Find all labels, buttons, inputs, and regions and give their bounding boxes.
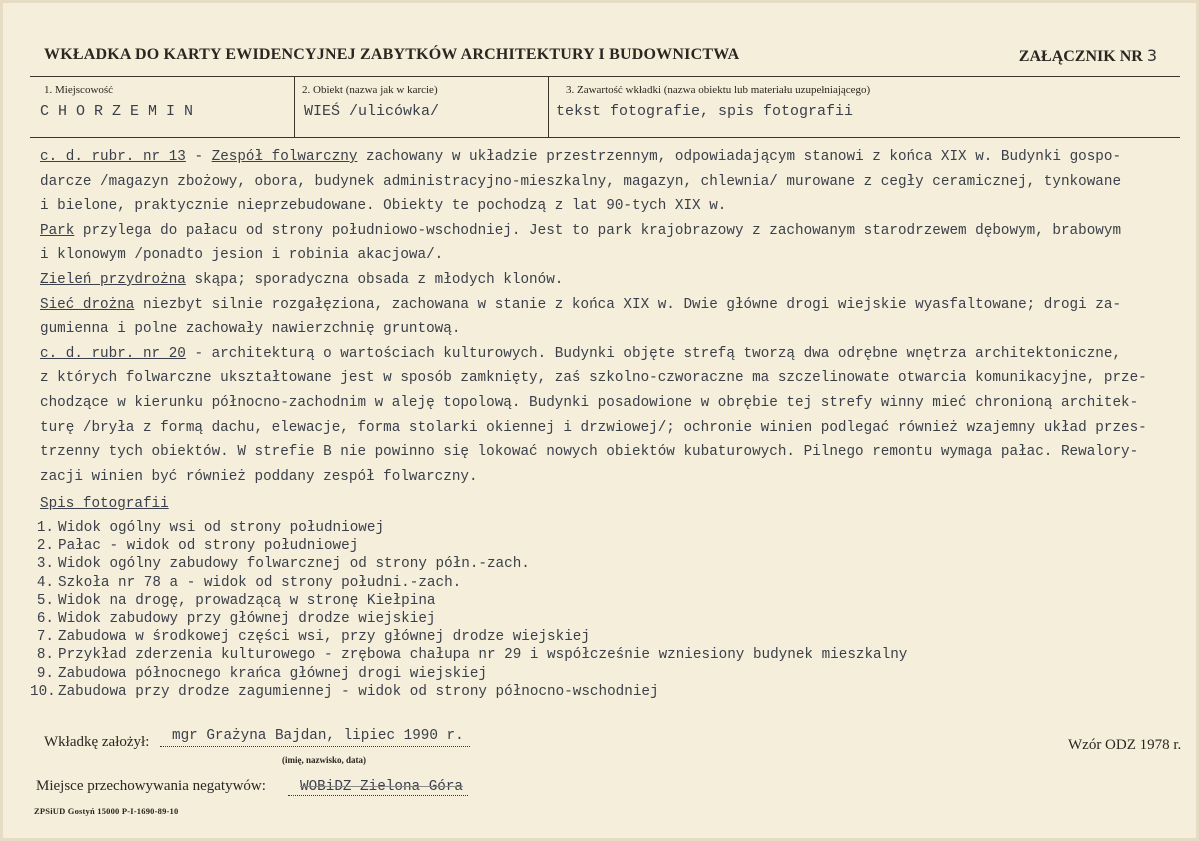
- negatives-dotted-line: [288, 794, 468, 796]
- description-text: [40, 145, 1170, 489]
- form-title: WKŁADKA DO KARTY EWIDENCYJNEJ ZABYTKÓW ARCHITEKTURY I BUDOWNICTWA: [44, 46, 740, 63]
- header-top-line: [30, 76, 1180, 77]
- list-item: 8. Przykład zderzenia kulturowego - zrębowa chałupa nr 29 i współcześnie wzniesiony budynek mieszkalny: [36, 647, 908, 664]
- text-line: c. d. rubr. nr 20 - architekturą o wartościach kulturowych. Budynki objęte strefą tworzą dwa odrębne wnętrza architektoniczne,: [40, 345, 1122, 362]
- text-line: Sieć drożna niezbyt silnie rozgałęziona, zachowana w stanie z końca XIX w. Dwie główne drogi wiejskie wyasfaltowane; drogi za-: [40, 296, 1122, 313]
- photo-list-heading: Spis fotografii: [40, 496, 169, 512]
- attachment-value: 3: [1146, 46, 1157, 65]
- author-label: Wkładkę założył:: [44, 734, 150, 750]
- list-item: 3. Widok ogólny zabudowy folwarcznej od strony półn.-zach.: [36, 556, 530, 573]
- text-line: trzenny tych obiektów. W strefie B nie powinno się lokować nowych obiektów kubaturowych. Pilnego remontu wymaga pałac. Rewalory-: [40, 444, 1139, 461]
- header-bottom-line: [30, 137, 1180, 138]
- section-reference: c. d. rubr. nr 13: [40, 149, 186, 165]
- section-reference: c. d. rubr. nr 20: [40, 345, 186, 362]
- printer-info: ZPSiUD Gostyń 15000 P-I-1690-89-10: [34, 806, 179, 816]
- text-line: gumienna i polne zachowały nawierzchnię gruntową.: [40, 321, 461, 338]
- section-heading: Sieć drożna: [40, 296, 135, 313]
- text-line: zacji winien być również poddany zespół folwarczny.: [40, 468, 478, 485]
- list-item: 9. Zabudowa północnego krańca głównej drogi wiejskiej: [36, 665, 487, 682]
- field-locality-value: C H O R Z E M I N: [40, 103, 194, 120]
- negatives-value: WOBiDZ Zielona Góra: [300, 779, 464, 795]
- list-item: 5. Widok na drogę, prowadzącą w stronę Kiełpina: [36, 592, 436, 609]
- field-locality-label: 1. Miejscowość: [44, 84, 114, 96]
- field-content-label: 3. Zawartość wkładki (nazwa obiektu lub materiału uzupełniającego): [566, 84, 871, 96]
- section-heading: Zespół folwarczny: [211, 149, 358, 165]
- text-line: chodzące w kierunku północno-zachodnim w aleję topolową. Budynki posadowione w obrębie tej strefy winny mieć chronioną architek-: [40, 394, 1139, 411]
- text-line: i bielone, praktycznie nieprzebudowane. Obiekty te pochodzą z lat 90-tych XIX w.: [40, 198, 727, 215]
- negatives-label: Miejsce przechowywania negatywów:: [36, 778, 266, 794]
- author-value: mgr Grażyna Bajdan, lipiec 1990 r.: [172, 728, 464, 744]
- field-object-label: 2. Obiekt (nazwa jak w karcie): [302, 84, 438, 96]
- field-divider-2: [548, 76, 549, 137]
- text-line: Park przylega do pałacu od strony południowo-wschodniej. Jest to park krajobrazowy z zachowanym starodrzewem dębowym, brabowym: [40, 222, 1122, 239]
- list-item: 2. Pałac - widok od strony południowej: [36, 538, 359, 555]
- text-line: c. d. rubr. nr 13 - Zespół folwarczny zachowany w układzie przestrzennym, odpowiadającym stanowi z końca XIX w. Budynki gospo-: [40, 149, 1122, 165]
- list-item: 4. Szkoła nr 78 a - widok od strony południ.-zach.: [36, 574, 462, 591]
- list-item: 10. Zabudowa przy drodze zagumiennej - widok od strony północno-wschodniej: [30, 683, 659, 700]
- field-divider-1: [294, 76, 295, 137]
- text-line: darcze /magazyn zbożowy, obora, budynek administracyjno-mieszkalny, magazyn, chlewnia/ murowane z cegły ceramicznej, tynkowane: [40, 173, 1122, 190]
- attachment-label: ZAŁĄCZNIK NR: [1018, 48, 1143, 65]
- photo-list: [30, 519, 907, 701]
- section-heading: Zieleń przydrożna: [40, 271, 186, 288]
- section-heading: Park: [40, 222, 75, 239]
- list-item: 7. Zabudowa w środkowej części wsi, przy głównej drodze wiejskiej: [36, 629, 590, 646]
- field-object-value: WIEŚ /ulicówka/: [304, 103, 440, 120]
- author-hint: (imię, nazwisko, data): [282, 755, 366, 765]
- text-line: i klonowym /ponadto jesion i robinia akacjowa/.: [40, 247, 444, 264]
- attachment-number: [1019, 46, 1157, 66]
- author-dotted-line: [160, 745, 470, 747]
- text-line: turę /bryła z formą dachu, elewacje, forma stolarki okiennej i drzwiowej/; ochronie winien podlegać również wzajemny układ przes-: [40, 419, 1147, 436]
- field-content-value: tekst fotografie, spis fotografii: [556, 103, 854, 120]
- list-item: 6. Widok zabudowy przy głównej drodze wiejskiej: [36, 611, 436, 628]
- text-line: z których folwarczne ukształtowane jest w sposób zamknięty, zaś szkolno-czworaczne ma szczelinowate otwarcia komunikacyjne, prze-: [40, 370, 1147, 387]
- form-model: Wzór ODZ 1978 r.: [1068, 737, 1182, 753]
- text-line: Zieleń przydrożna skąpa; sporadyczna obsada z młodych klonów.: [40, 271, 564, 288]
- list-item: 1. Widok ogólny wsi od strony południowej: [36, 520, 385, 536]
